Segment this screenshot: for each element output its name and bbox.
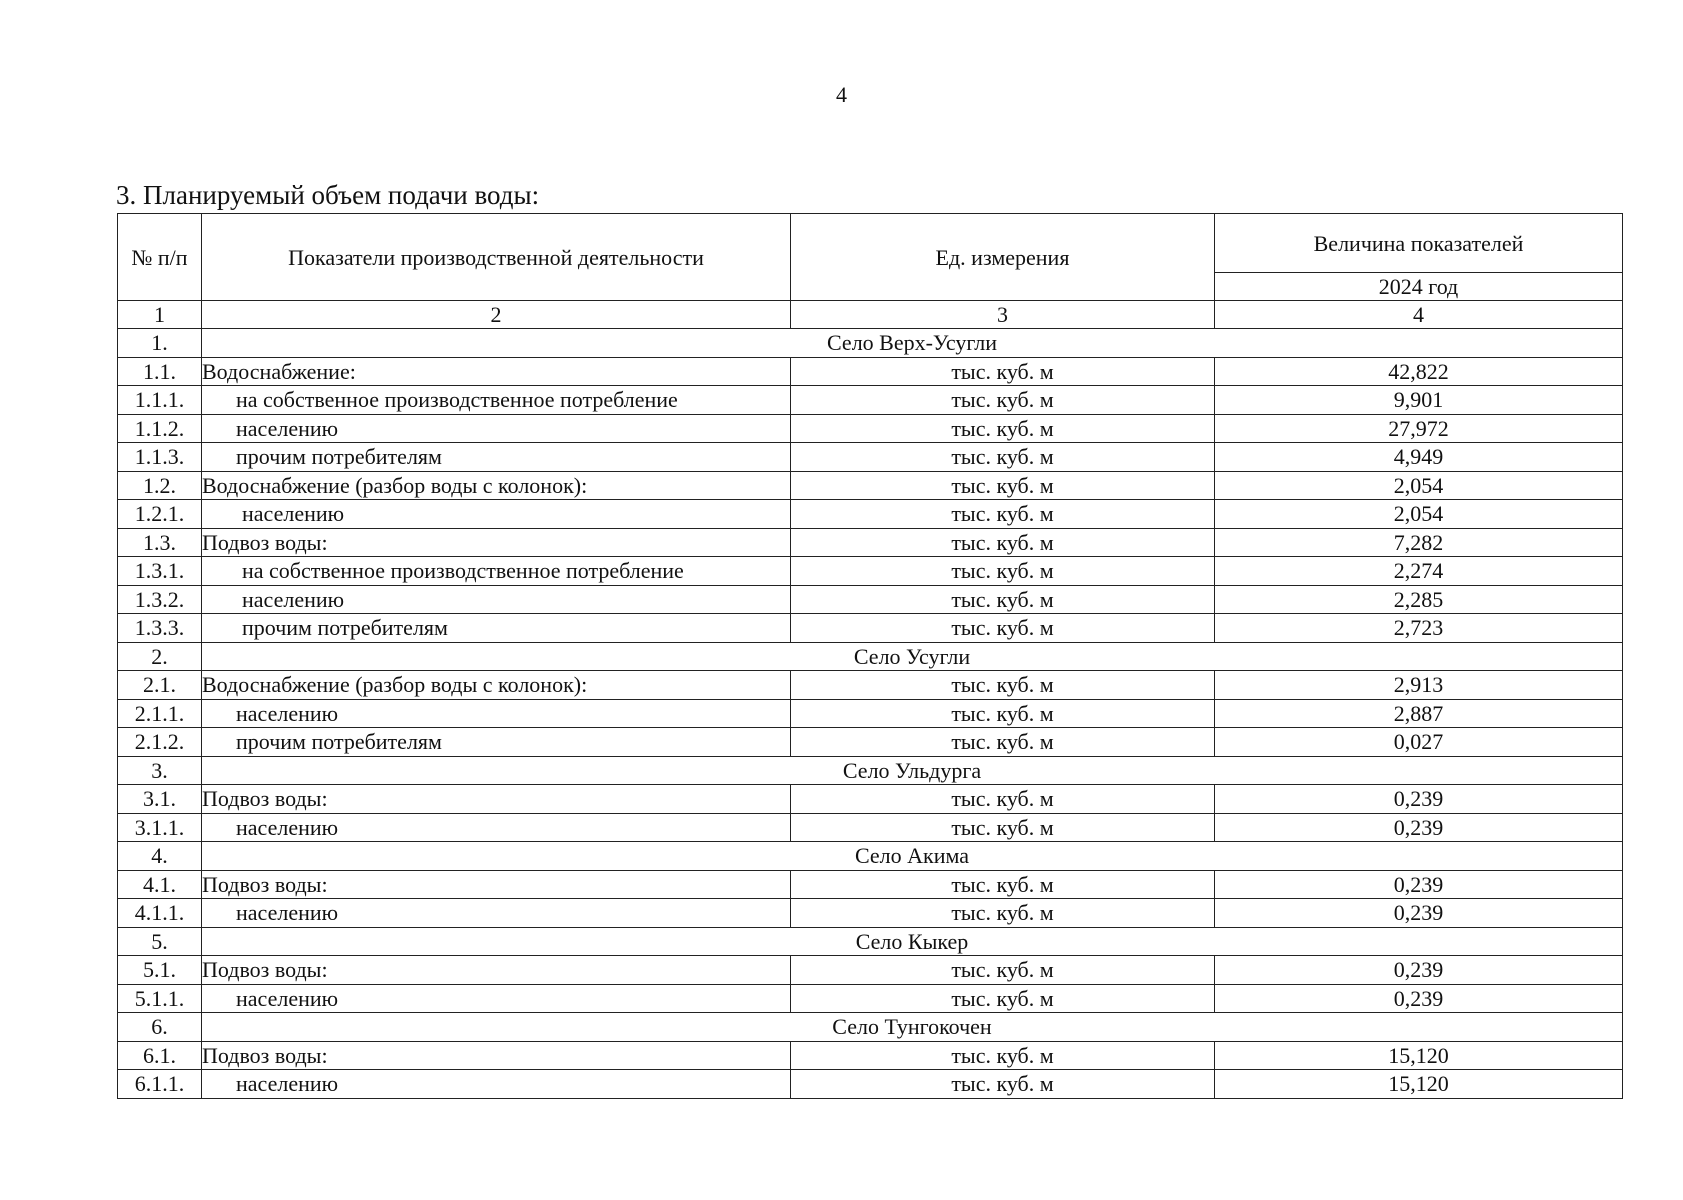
table-row (118, 585, 1623, 614)
unit-cell: тыс. куб. м (791, 699, 1215, 728)
value-cell: 0,239 (1215, 956, 1623, 985)
indicator-cell: на собственное производственное потребление (202, 557, 791, 586)
row-number: 3.1. (118, 785, 202, 814)
table-row (118, 728, 1623, 757)
row-number: 1.3.3. (118, 614, 202, 643)
table-row (118, 386, 1623, 415)
row-number: 2.1.2. (118, 728, 202, 757)
indicator-cell: населению (202, 1070, 791, 1099)
row-number: 1.1.2. (118, 414, 202, 443)
row-number: 1.3. (118, 528, 202, 557)
table-row (118, 614, 1623, 643)
indicator-cell: прочим потребителям (202, 728, 791, 757)
village-row (118, 842, 1623, 871)
header-indicator: Показатели производственной деятельности (202, 214, 791, 301)
indicator-cell: Подвоз воды: (202, 956, 791, 985)
unit-cell: тыс. куб. м (791, 956, 1215, 985)
table-row (118, 528, 1623, 557)
row-number: 2.1.1. (118, 699, 202, 728)
table-row (118, 785, 1623, 814)
header-unit: Ед. измерения (791, 214, 1215, 301)
village-row (118, 329, 1623, 358)
unit-cell: тыс. куб. м (791, 585, 1215, 614)
table-row (118, 557, 1623, 586)
unit-cell: тыс. куб. м (791, 1070, 1215, 1099)
table-row (118, 1070, 1623, 1099)
row-number: 5. (118, 927, 202, 956)
value-cell: 2,274 (1215, 557, 1623, 586)
header-year: 2024 год (1215, 273, 1623, 301)
unit-cell: тыс. куб. м (791, 357, 1215, 386)
column-number-3: 3 (791, 301, 1215, 329)
row-number: 6.1. (118, 1041, 202, 1070)
table-row (118, 956, 1623, 985)
section-title: 3. Планируемый объем подачи воды: (116, 180, 540, 210)
unit-cell: тыс. куб. м (791, 813, 1215, 842)
table-header-row (118, 214, 1623, 273)
value-cell: 0,239 (1215, 899, 1623, 928)
table-row (118, 471, 1623, 500)
indicator-cell: прочим потребителям (202, 614, 791, 643)
indicator-cell: прочим потребителям (202, 443, 791, 472)
unit-cell: тыс. куб. м (791, 671, 1215, 700)
value-cell: 2,913 (1215, 671, 1623, 700)
row-number: 3.1.1. (118, 813, 202, 842)
unit-cell: тыс. куб. м (791, 471, 1215, 500)
row-number: 4.1. (118, 870, 202, 899)
village-row (118, 1013, 1623, 1042)
value-cell: 15,120 (1215, 1070, 1623, 1099)
row-number: 2.1. (118, 671, 202, 700)
indicator-cell: населению (202, 414, 791, 443)
row-number: 1.3.1. (118, 557, 202, 586)
value-cell: 15,120 (1215, 1041, 1623, 1070)
table-row (118, 414, 1623, 443)
indicator-cell: на собственное производственное потребление (202, 386, 791, 415)
value-cell: 2,723 (1215, 614, 1623, 643)
village-name: Село Акима (202, 842, 1623, 871)
indicator-cell: населению (202, 813, 791, 842)
row-number: 2. (118, 642, 202, 671)
unit-cell: тыс. куб. м (791, 785, 1215, 814)
unit-cell: тыс. куб. м (791, 728, 1215, 757)
value-cell: 0,027 (1215, 728, 1623, 757)
row-number: 1.3.2. (118, 585, 202, 614)
village-name: Село Кыкер (202, 927, 1623, 956)
indicator-cell: населению (202, 984, 791, 1013)
column-number-row (118, 301, 1623, 329)
indicator-cell: населению (202, 699, 791, 728)
value-cell: 2,054 (1215, 471, 1623, 500)
indicator-cell: Подвоз воды: (202, 870, 791, 899)
row-number: 5.1.1. (118, 984, 202, 1013)
indicator-cell: Водоснабжение (разбор воды с колонок): (202, 471, 791, 500)
indicator-cell: населению (202, 500, 791, 529)
value-cell: 2,887 (1215, 699, 1623, 728)
table-row (118, 870, 1623, 899)
row-number: 1.1. (118, 357, 202, 386)
indicator-cell: Водоснабжение: (202, 357, 791, 386)
row-number: 4. (118, 842, 202, 871)
row-number: 6. (118, 1013, 202, 1042)
table-row (118, 1041, 1623, 1070)
value-cell: 42,822 (1215, 357, 1623, 386)
unit-cell: тыс. куб. м (791, 984, 1215, 1013)
unit-cell: тыс. куб. м (791, 614, 1215, 643)
indicator-cell: Подвоз воды: (202, 528, 791, 557)
village-name: Село Усугли (202, 642, 1623, 671)
value-cell: 0,239 (1215, 870, 1623, 899)
unit-cell: тыс. куб. м (791, 414, 1215, 443)
table-row (118, 899, 1623, 928)
village-name: Село Тунгокочен (202, 1013, 1623, 1042)
indicator-cell: Водоснабжение (разбор воды с колонок): (202, 671, 791, 700)
indicator-cell: населению (202, 585, 791, 614)
village-name: Село Ульдурга (202, 756, 1623, 785)
row-number: 1.2. (118, 471, 202, 500)
table-body (118, 329, 1623, 1099)
page-number: 4 (836, 82, 847, 107)
value-cell: 0,239 (1215, 813, 1623, 842)
unit-cell: тыс. куб. м (791, 386, 1215, 415)
unit-cell: тыс. куб. м (791, 443, 1215, 472)
table-row (118, 443, 1623, 472)
indicator-cell: Подвоз воды: (202, 785, 791, 814)
value-cell: 4,949 (1215, 443, 1623, 472)
column-number-2: 2 (202, 301, 791, 329)
table-row (118, 813, 1623, 842)
unit-cell: тыс. куб. м (791, 528, 1215, 557)
column-number-4: 4 (1215, 301, 1623, 329)
village-name: Село Верх-Усугли (202, 329, 1623, 358)
row-number: 3. (118, 756, 202, 785)
village-row (118, 642, 1623, 671)
value-cell: 7,282 (1215, 528, 1623, 557)
table-row (118, 699, 1623, 728)
water-supply-table (117, 213, 1623, 1099)
value-cell: 27,972 (1215, 414, 1623, 443)
row-number: 4.1.1. (118, 899, 202, 928)
header-value-group: Величина показателей (1215, 214, 1623, 273)
column-number-1: 1 (118, 301, 202, 329)
value-cell: 2,054 (1215, 500, 1623, 529)
table-row (118, 357, 1623, 386)
value-cell: 0,239 (1215, 785, 1623, 814)
indicator-cell: Подвоз воды: (202, 1041, 791, 1070)
unit-cell: тыс. куб. м (791, 899, 1215, 928)
table-row (118, 984, 1623, 1013)
value-cell: 2,285 (1215, 585, 1623, 614)
row-number: 1. (118, 329, 202, 358)
row-number: 1.2.1. (118, 500, 202, 529)
value-cell: 9,901 (1215, 386, 1623, 415)
row-number: 5.1. (118, 956, 202, 985)
row-number: 6.1.1. (118, 1070, 202, 1099)
row-number: 1.1.1. (118, 386, 202, 415)
unit-cell: тыс. куб. м (791, 1041, 1215, 1070)
indicator-cell: населению (202, 899, 791, 928)
value-cell: 0,239 (1215, 984, 1623, 1013)
table-row (118, 500, 1623, 529)
village-row (118, 756, 1623, 785)
unit-cell: тыс. куб. м (791, 557, 1215, 586)
village-row (118, 927, 1623, 956)
table-row (118, 671, 1623, 700)
unit-cell: тыс. куб. м (791, 500, 1215, 529)
row-number: 1.1.3. (118, 443, 202, 472)
unit-cell: тыс. куб. м (791, 870, 1215, 899)
header-num: № п/п (118, 214, 202, 301)
